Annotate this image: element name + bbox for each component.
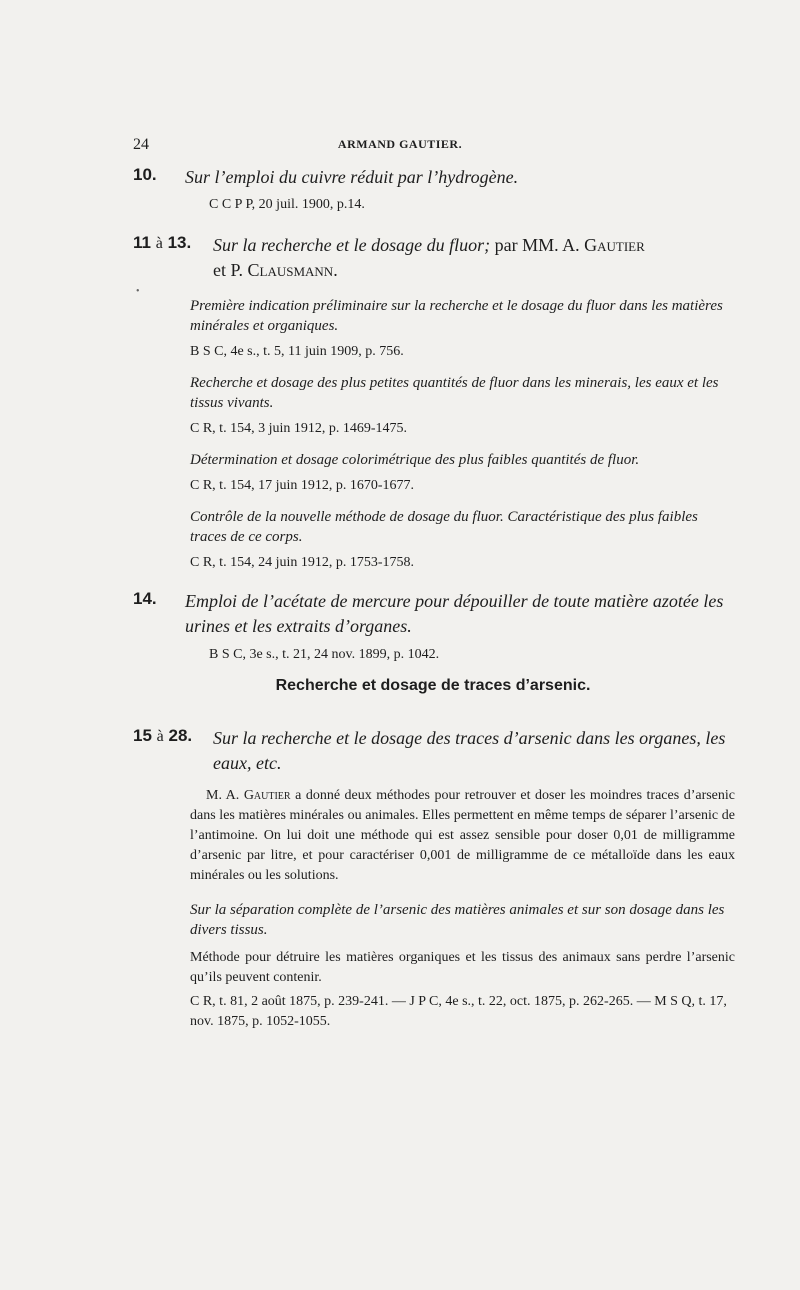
subentry-title: Détermination et dosage colorimétrique des plus faibles quantités de fluor.: [190, 452, 640, 468]
author-gautier: Gautier: [584, 235, 645, 255]
entry-reference: C C P P, 20 juil. 1900, p.14.: [209, 197, 365, 212]
description-paragraph: [190, 786, 735, 886]
stray-mark: •: [136, 286, 140, 297]
section-heading: Recherche et dosage de traces d’arsenic.: [275, 677, 591, 694]
para-text: a donné deux méthodes pour retrouver et doser les moindres traces d’arsenic dans les matières minérales ou animales. Elles permettent en même temps de séparer l’arsenic de l’antimoine. On lui doit une méthode qui est assez sensible pour doser 0,01 de milligramme d’arsenic par litre, et pour caractériser 0,001 de milligramme de ce métalloïde dans les eaux minérales ou les solutions.: [190, 788, 735, 883]
subentry-description: Méthode pour détruire les matières organiques et les tissus des animaux sans perdre l’arsenic qu’ils peuvent contenir.: [190, 950, 735, 985]
entry-10: [133, 165, 733, 215]
entry-title: Sur la recherche et le dosage des traces d’arsenic dans les organes, les eaux, etc.: [213, 728, 726, 773]
running-head: ARMAND GAUTIER.: [337, 137, 463, 151]
subentry-reference: C R, t. 154, 3 juin 1912, p. 1469-1475.: [190, 421, 408, 436]
entry-title: Emploi de l’acétate de mercure pour dépouiller de toute matière azotée les urines et les extraits d’organes.: [185, 591, 724, 636]
entry-number-sep: à: [155, 235, 163, 252]
page-number: 24: [133, 136, 149, 153]
entry-15-content: [190, 786, 735, 1032]
subentry-reference: C R, t. 154, 24 juin 1912, p. 1753-1758.: [190, 555, 415, 570]
entry-number-start: 15: [133, 726, 152, 745]
entry-11-13: [133, 233, 733, 283]
entry-reference: B S C, 3e s., t. 21, 24 nov. 1899, p. 1042.: [209, 647, 440, 662]
authors-line: [213, 258, 733, 283]
subentry-reference: C R, t. 154, 17 juin 1912, p. 1670-1677.: [190, 478, 415, 493]
entry-number: 14.: [133, 589, 157, 608]
subentry-title: Recherche et dosage des plus petites quantités de fluor dans les minerais, les eaux et les tissus vivants.: [190, 375, 719, 411]
entry-number: 10.: [133, 165, 157, 184]
entry-number-end: 13.: [167, 233, 192, 252]
entry-number: [133, 726, 192, 746]
subentry-title: Première indication préliminaire sur la recherche et le dosage du fluor dans les matières minérales et organiques.: [190, 298, 723, 334]
para-prefix: M. A.: [206, 788, 240, 803]
entry-number: [133, 233, 191, 253]
subentry-title: Sur la séparation complète de l’arsenic des matières animales et sur son dosage dans les divers tissus.: [190, 902, 725, 938]
entry-15-28: [133, 726, 733, 776]
entry-11-items: [190, 296, 735, 573]
para-author: Gautier: [243, 788, 291, 803]
entry-title-text: Sur la recherche et le dosage du fluor;: [213, 235, 491, 255]
entry-number-sep: à: [156, 728, 164, 745]
entry-number-end: 28.: [168, 726, 193, 745]
entry-title: [213, 233, 733, 258]
subentry-1: [190, 296, 735, 362]
subentry-title: Contrôle de la nouvelle méthode de dosage du fluor. Caractéristique des plus faibles traces de ce corps.: [190, 509, 698, 545]
subentry-2: [190, 373, 735, 439]
authors-prefix: par MM. A.: [494, 235, 580, 255]
page-header: [133, 136, 667, 154]
subentry-reference: C R, t. 81, 2 août 1875, p. 239-241. — J P C, 4e s., t. 22, oct. 1875, p. 262-265. — M S Q, t. 17, nov. 1875, p. 1052-1055.: [190, 994, 727, 1029]
subentry-3: [190, 450, 735, 496]
entry-title: Sur l’emploi du cuivre réduit par l’hydrogène.: [185, 167, 519, 187]
entry-number-start: 11: [133, 233, 151, 252]
authors-line2: et P.: [213, 260, 244, 280]
entry-14: [133, 589, 733, 665]
author-clausmann: Clausmann.: [247, 260, 338, 280]
subentry-4: [190, 507, 735, 573]
subentry-reference: B S C, 4e s., t. 5, 11 juin 1909, p. 756.: [190, 344, 404, 359]
